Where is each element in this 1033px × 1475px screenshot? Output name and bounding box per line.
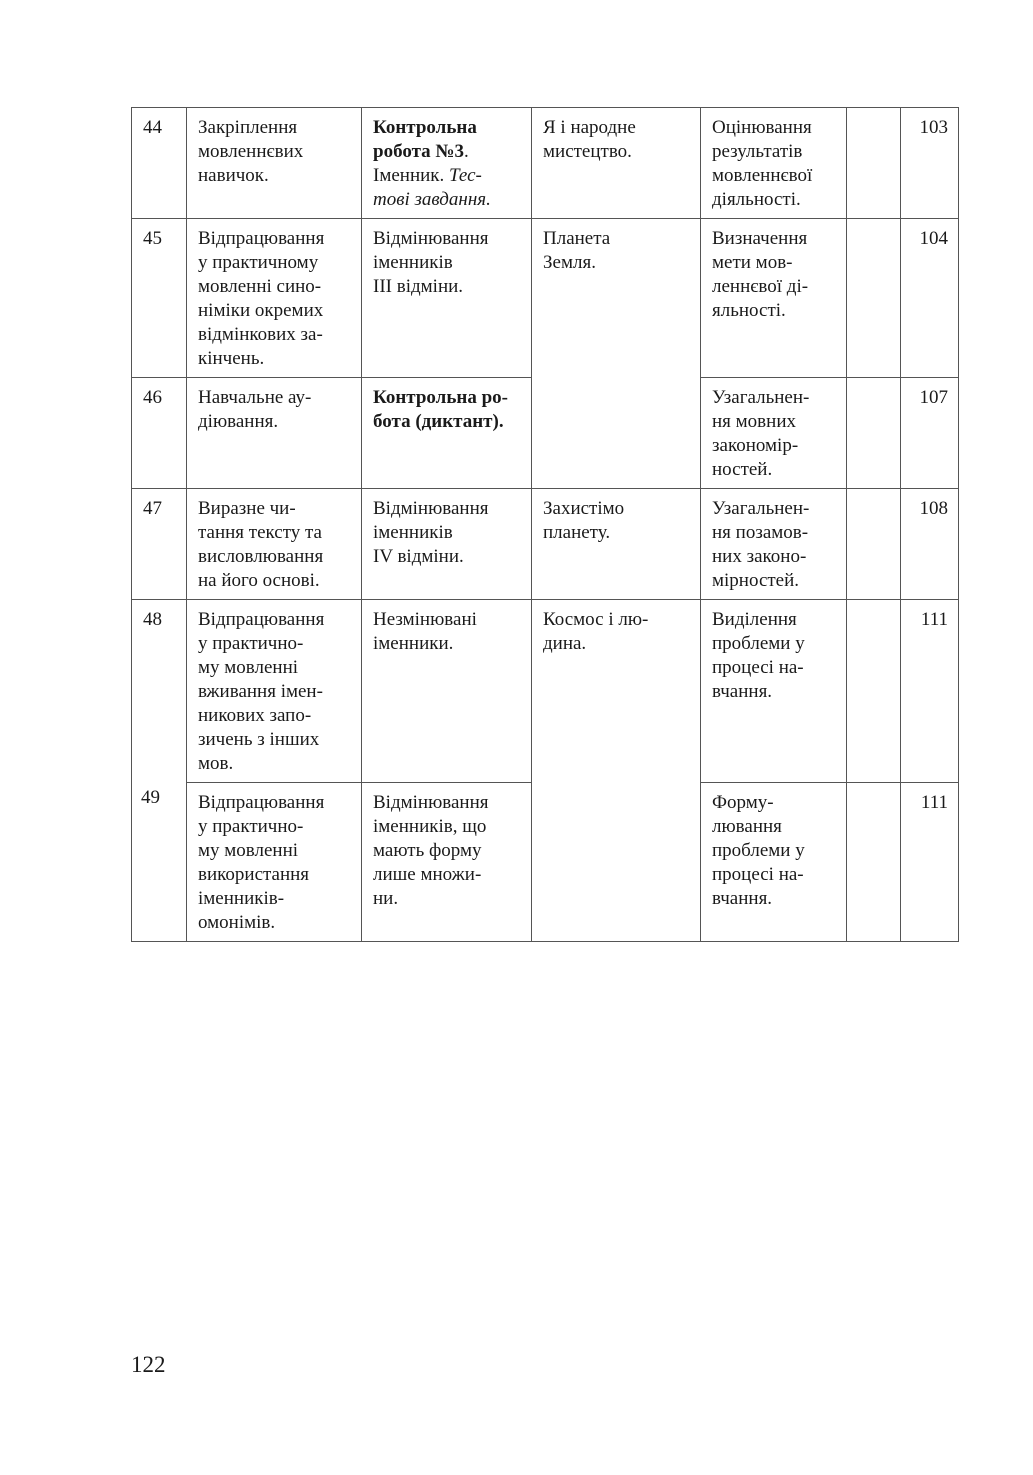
lesson-number: 47: [132, 489, 187, 600]
skills-cell: Визначення мети мов- леннєвої ді- яльності.: [701, 219, 847, 378]
empty-cell: [847, 219, 901, 378]
grammar-plain-text: . Іменник.: [373, 141, 469, 186]
theme-cell: Космос і лю- дина.: [532, 600, 701, 942]
empty-cell: [847, 489, 901, 600]
table-row: [132, 600, 959, 783]
empty-cell: [847, 108, 901, 219]
lesson-number: 45: [132, 219, 187, 378]
empty-cell: [847, 378, 901, 489]
skills-cell: Виділення проблеми у процесі на- вчання.: [701, 600, 847, 783]
skills-cell: Оцінювання результатів мовленнєвої діяльності.: [701, 108, 847, 219]
speech-activity-cell: Відпрацювання у практичному мовленні сино- німіки окремих відмінкових за- кінчень.: [187, 219, 362, 378]
grammar-topic-cell: Контрольна ро- бота (диктант).: [362, 378, 532, 489]
grammar-topic-cell: Відмінювання іменників IV відміни.: [362, 489, 532, 600]
table-row: [132, 489, 959, 600]
lesson-plan-table: [131, 107, 959, 942]
lesson-number-group: [132, 600, 187, 942]
table-row: [132, 108, 959, 219]
page-ref: 107: [901, 378, 959, 489]
grammar-topic-cell: Відмінювання іменників, що мають форму лише множи- ни.: [362, 783, 532, 942]
speech-activity-cell: Виразне чи- тання тексту та висловлювання на його основі.: [187, 489, 362, 600]
page-ref: 108: [901, 489, 959, 600]
table-row: [132, 219, 959, 378]
speech-activity-cell: Навчальне ау- діювання.: [187, 378, 362, 489]
page-number: 122: [131, 1352, 166, 1377]
lesson-number: 44: [132, 108, 187, 219]
lesson-number: 46: [132, 378, 187, 489]
theme-cell: Планета Земля.: [532, 219, 701, 489]
lesson-number: 48: [143, 609, 162, 630]
grammar-topic-cell: Відмінювання іменників III відміни.: [362, 219, 532, 378]
empty-cell: [847, 783, 901, 942]
skills-cell: Узагальнен- ня позамов- них законо- мірностей.: [701, 489, 847, 600]
skills-cell: Узагальнен- ня мовних закономір- ностей.: [701, 378, 847, 489]
grammar-topic-cell: [362, 108, 532, 219]
grammar-topic-cell: Незмінювані іменники.: [362, 600, 532, 783]
page-ref: 111: [901, 600, 959, 783]
empty-cell: [847, 600, 901, 783]
skills-cell: Форму- лювання проблеми у процесі на- вчання.: [701, 783, 847, 942]
page-ref: 111: [901, 783, 959, 942]
speech-activity-cell: Відпрацювання у практично- му мовленні використання іменників- омонімів.: [187, 783, 362, 942]
page-ref: 104: [901, 219, 959, 378]
theme-cell: Я і народне мистецтво.: [532, 108, 701, 219]
lesson-number: 49: [141, 787, 160, 808]
speech-activity-cell: Закріплення мовленнєвих навичок.: [187, 108, 362, 219]
grammar-bold-text: Контрольна робота №3: [373, 117, 477, 162]
theme-cell: Захистімо планету.: [532, 489, 701, 600]
speech-activity-cell: Відпрацювання у практично- му мовленні вживання імен- никових запо- зичень з інших мов.: [187, 600, 362, 783]
grammar-italic-text: Тес- тові завдання.: [373, 165, 491, 210]
page-ref: 103: [901, 108, 959, 219]
